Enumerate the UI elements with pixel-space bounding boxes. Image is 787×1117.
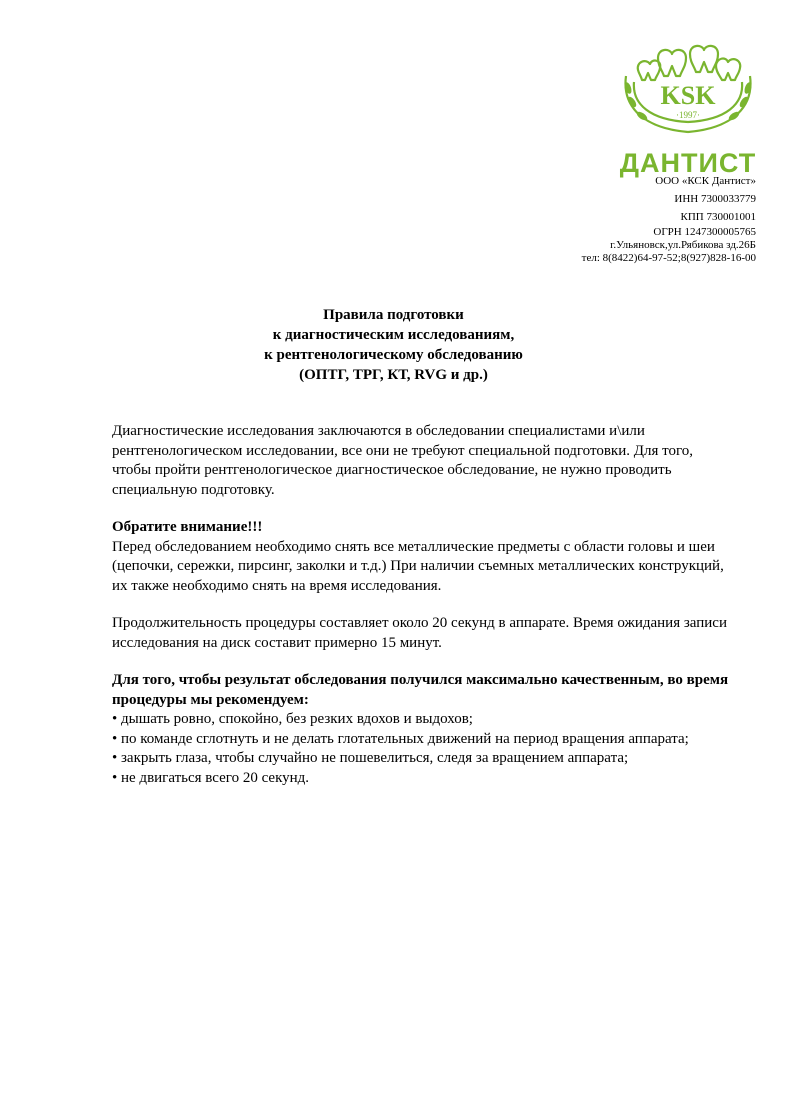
document-title — [0, 305, 787, 385]
tooth-crown-emblem-icon — [598, 36, 778, 148]
company-name: ООО «КСК Дантист» — [655, 175, 756, 187]
document-body — [112, 422, 732, 788]
list-item: • дышать ровно, спокойно, без резких вдохов и выдохов; — [112, 711, 473, 727]
intro-paragraph: Диагностические исследования заключаются в обследовании специалистами и\или рентгенологическом исследовании, все они не требуют специальной подготовки. Для того, чтобы пройти рентгенологическое диагностическое обследование, не нужно проводить специальную подготовку. — [112, 423, 693, 498]
company-address: г.Ульяновск,ул.Рябикова зд.26Б — [610, 239, 756, 251]
company-phone: тел: 8(8422)64-97-52;8(927)828-16-00 — [581, 252, 756, 264]
logo-monogram: KSK — [660, 81, 716, 110]
list-item: • закрыть глаза, чтобы случайно не пошевелиться, следя за вращением аппарата; — [112, 750, 629, 766]
title-line: (ОПТГ, ТРГ, КТ, RVG и др.) — [299, 367, 488, 383]
company-inn: ИНН 7300033779 — [674, 193, 756, 205]
company-ogrn: ОГРН 1247300005765 — [653, 226, 756, 238]
list-item: • не двигаться всего 20 секунд. — [112, 769, 310, 786]
attention-heading: Обратите внимание!!! — [112, 519, 263, 535]
company-requisites — [582, 172, 756, 265]
company-logo — [598, 36, 778, 178]
title-line: к рентгенологическому обследованию — [264, 347, 523, 363]
recommendations-heading: Для того, чтобы результат обследования получился максимально качественным, во время процедуры мы рекомендуем: — [112, 672, 729, 708]
recommendations-list — [112, 710, 732, 788]
list-item: • по команде сглотнуть и не делать глотательных движений на период вращения аппарата; — [112, 730, 689, 747]
logo-year: ·1997· — [676, 110, 700, 120]
title-line: Правила подготовки — [323, 307, 464, 323]
duration-paragraph: Продолжительность процедуры составляет около 20 секунд в аппарате. Время ожидания записи исследования на диск составит примерно 15 минут. — [112, 615, 727, 651]
logo-brand-name: ДАНТИСТ — [619, 148, 757, 178]
company-kpp: КПП 730001001 — [680, 211, 756, 223]
attention-paragraph: Перед обследованием необходимо снять все металлические предметы с области головы и шеи (цепочки, сережки, пирсинг, заколки и т.д.) При наличии съемных металлических конструкций, их также необходимо снять на время исследования. — [112, 538, 724, 594]
title-line: к диагностическим исследованиям, — [272, 327, 515, 343]
